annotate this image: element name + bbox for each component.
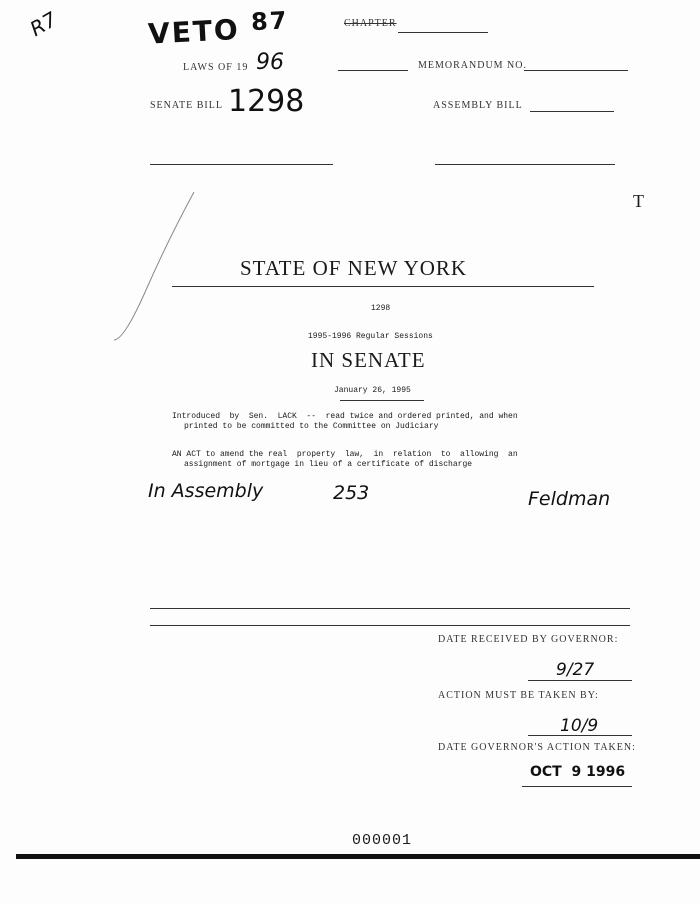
laws-year-handwritten: 96 <box>256 50 284 75</box>
state-title-rule <box>172 286 594 287</box>
memorandum-label: MEMORANDUM NO. <box>418 60 528 71</box>
act-line-2: assignment of mortgage in lieu of a certificate of discharge <box>184 460 473 469</box>
date-rule <box>340 400 424 401</box>
laws-label: LAWS OF 19 <box>183 62 249 73</box>
session: 1995-1996 Regular Sessions <box>308 332 433 341</box>
right-margin-mark: T <box>633 191 644 211</box>
memorandum-rule <box>524 70 628 71</box>
veto-number: 87 <box>250 6 290 37</box>
divider-rule-1 <box>150 608 630 609</box>
action-taken-rule <box>522 786 632 787</box>
chapter-rule <box>398 32 488 33</box>
assembly-number-handwritten: 253 <box>333 482 370 504</box>
action-by-handwritten: 10/9 <box>560 716 599 736</box>
date-received-rule <box>528 680 632 681</box>
action-by-label: ACTION MUST BE TAKEN BY: <box>438 690 599 701</box>
chapter-label: CHAPTER <box>344 18 397 29</box>
senate-bill-label: SENATE BILL <box>150 100 223 111</box>
state-title: STATE OF NEW YORK <box>240 256 468 280</box>
date-received-handwritten: 9/27 <box>556 660 595 680</box>
divider-rule-2 <box>150 625 630 626</box>
blank-rule-right <box>435 164 615 165</box>
action-by-rule <box>528 735 632 736</box>
margin-initial-mark: R7 <box>25 6 61 42</box>
veto-stamp <box>147 6 290 51</box>
act-line-1: AN ACT to amend the real property law, in relation to allowing an <box>172 450 518 459</box>
assembly-bill-label: ASSEMBLY BILL <box>433 100 523 111</box>
veto-word: VETO <box>147 12 241 51</box>
introduced-line-2: printed to be committed to the Committee on Judiciary <box>184 422 439 431</box>
introduced-line-1: Introduced by Sen. LACK -- read twice and ordered printed, and when <box>172 412 518 421</box>
action-taken-stamp: OCT 9 1996 <box>530 764 626 780</box>
senate-bill-number-handwritten: 1298 <box>228 84 305 119</box>
bill-number: 1298 <box>371 304 391 313</box>
introduced-date: January 26, 1995 <box>334 386 411 395</box>
margin-scratch-line <box>108 190 208 350</box>
blank-rule-left <box>150 164 333 165</box>
date-received-label: DATE RECEIVED BY GOVERNOR: <box>438 634 619 645</box>
bottom-border <box>16 854 700 859</box>
in-assembly-handwritten: In Assembly <box>148 480 264 502</box>
action-taken-label: DATE GOVERNOR'S ACTION TAKEN: <box>438 742 636 753</box>
house-title: IN SENATE <box>311 348 426 372</box>
laws-rule <box>338 70 408 71</box>
page-number: 000001 <box>352 832 413 849</box>
assembly-bill-rule <box>530 111 614 112</box>
sponsor-handwritten: Feldman <box>528 488 611 510</box>
